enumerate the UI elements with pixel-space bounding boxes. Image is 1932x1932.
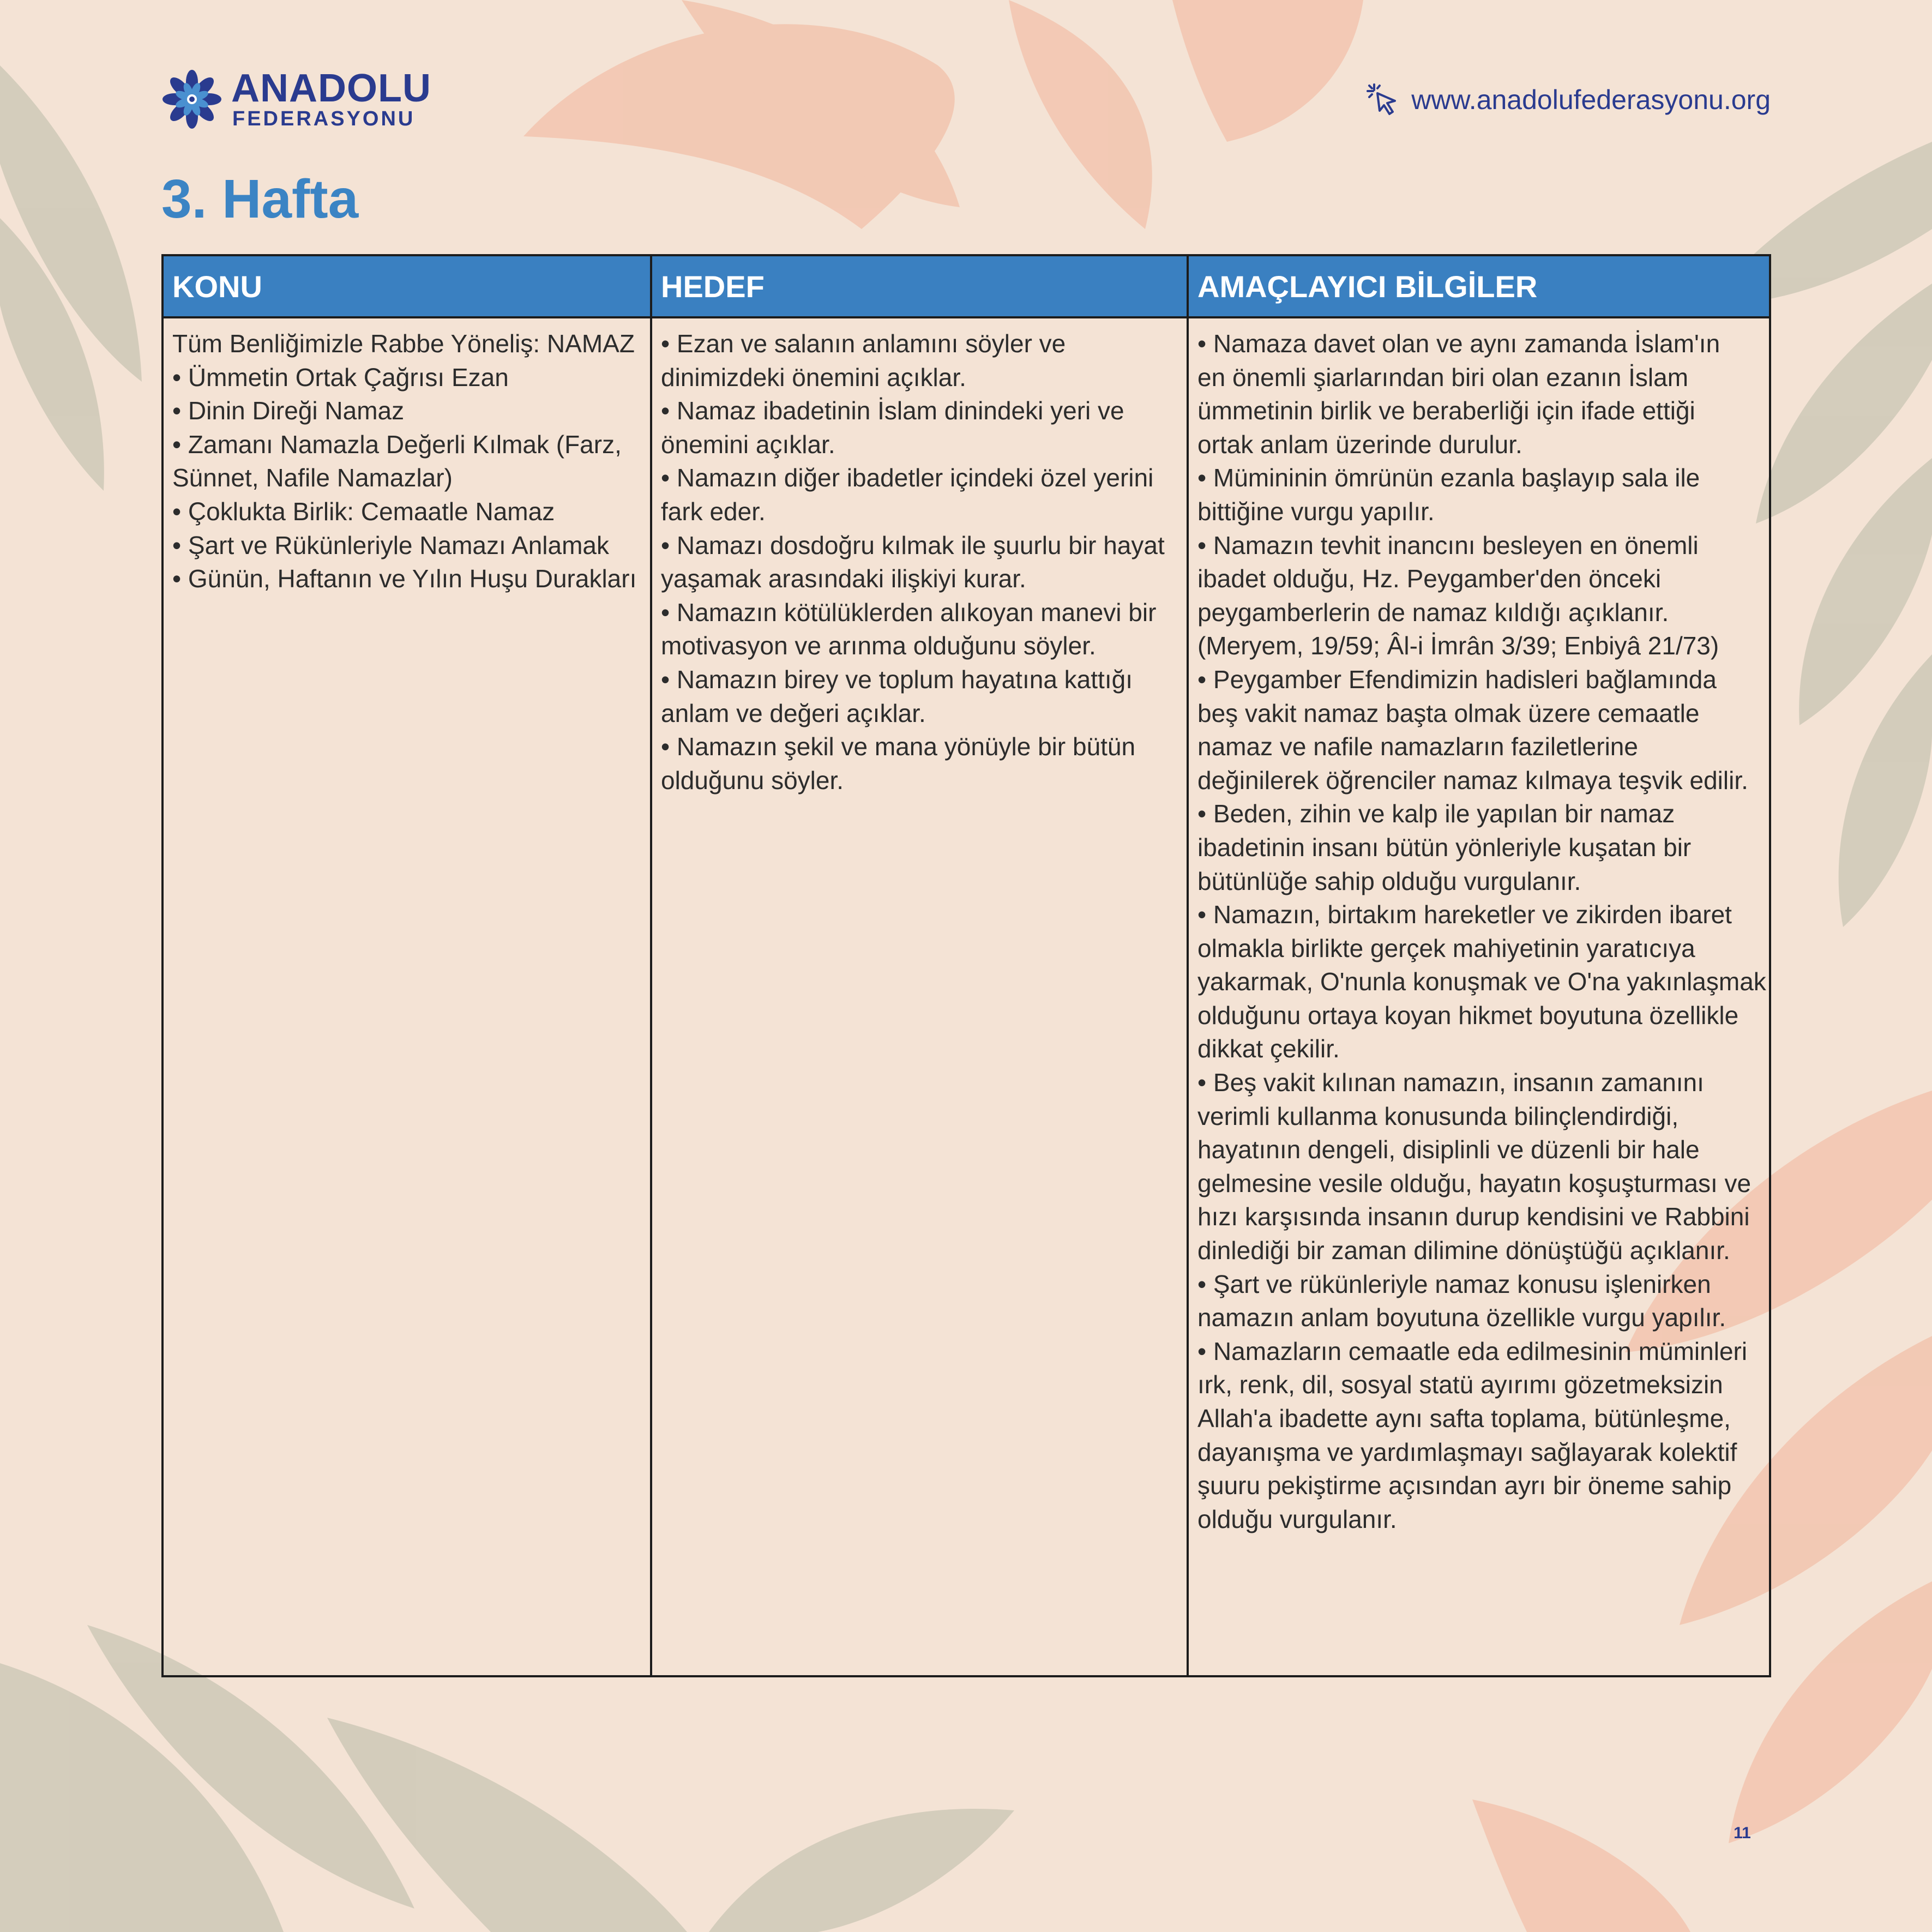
cell-text-line: • Beş vakit kılınan namazın, insanın zamanını [1197,1068,1704,1097]
cell-text-line: gelmesine vesile olduğu, hayatın koşuşturması ve [1197,1169,1752,1197]
cell-text-line: dinlediği bir zaman dilimine dönüştüğü açıklanır. [1197,1236,1730,1265]
logo-subtitle: FEDERASYONU [232,107,416,130]
cell-text-line: anlam ve değeri açıklar. [661,699,926,727]
cell-hedef [661,327,1184,797]
cell-text-line: • Şart ve Rükünleriyle Namazı Anlamak [172,531,609,559]
cell-text-line: • Ümmetin Ortak Çağrısı Ezan [172,363,509,392]
cell-text-line: • Namaz ibadetinin İslam dinindeki yeri ve [661,396,1124,425]
cell-text-line: namaz ve nafile namazların faziletlerine [1197,732,1638,761]
header-konu: KONU [172,269,262,304]
logo-title: ANADOLU [231,67,431,110]
cell-text-line: • Namazın şekil ve mana yönüyle bir bütün [661,732,1136,761]
cell-text-line: • Zamanı Namazla Değerli Kılmak (Farz, [172,430,622,459]
cell-text-line: bittiğine vurgu yapılır. [1197,497,1435,526]
website-url: www.anadolufederasyonu.org [1411,85,1771,115]
cell-text-line: dikkat çekilir. [1197,1034,1340,1063]
cell-text-line: yakarmak, O'nunla konuşmak ve O'na yakınlaşmak [1197,967,1766,996]
cell-text-line: (Meryem, 19/59; Âl-i İmrân 3/39; Enbiyâ 21/73) [1197,631,1719,660]
cell-text-line: ümmetinin birlik ve beraberliği için ifade ettiği [1197,396,1695,425]
cell-text-line: bütünlüğe sahip olduğu vurgulanır. [1197,866,1581,895]
cell-text-line: şuuru pekiştirme açısından ayrı bir öneme sahip [1197,1471,1732,1500]
cell-text-line: • Namazın diğer ibadetler içindeki özel yerini [661,464,1154,492]
cell-text-line: • Ezan ve salanın anlamını söyler ve [661,329,1066,358]
cell-text-line: fark eder. [661,497,766,526]
cell-text-line: olmakla birlikte gerçek mahiyetinin yaratıcıya [1197,934,1695,962]
column-divider [1187,256,1189,1675]
page-number: 11 [1734,1824,1751,1842]
cell-text-line: ibadetinin insanı bütün yönleriyle kuşatan bir [1197,833,1692,862]
logo-rosette-icon [161,69,222,130]
cell-text-line: hızı karşısında insanın durup kendisini ve Rabbini [1197,1202,1750,1231]
cell-text-line: • Beden, zihin ve kalp ile yapılan bir namaz [1197,799,1675,828]
cell-text-line: • Namaza davet olan ve aynı zamanda İslam'ın [1197,329,1720,358]
header-amaclayici-bilgiler: AMAÇLAYICI BİLGİLER [1197,269,1538,304]
cell-text-line: en önemli şiarlarından biri olan ezanın İslam [1197,363,1689,392]
cell-text-line: • Namazı dosdoğru kılmak ile şuurlu bir hayat [661,531,1165,559]
cell-text-line: olduğu vurgulanır. [1197,1504,1397,1533]
cell-text-line: ortak anlam üzerinde durulur. [1197,430,1522,459]
page-title: 3. Hafta [161,168,359,230]
cell-text-line: motivasyon ve arınma olduğunu söyler. [661,631,1096,660]
column-divider [650,256,652,1675]
cell-text-line: olduğunu ortaya koyan hikmet boyutuna özellikle [1197,1001,1739,1030]
cell-text-line: önemini açıklar. [661,430,835,459]
cell-text-line: Sünnet, Nafile Namazlar) [172,464,453,492]
cell-text-line: • Peygamber Efendimizin hadisleri bağlamında [1197,665,1717,694]
cursor-click-icon [1367,82,1401,117]
cell-text-line: • Günün, Haftanın ve Yılın Huşu Durakları [172,564,637,593]
cell-text-line: Allah'a ibadette aynı safta toplama, bütünleşme, [1197,1404,1731,1433]
cell-text-line: • Şart ve rükünleriyle namaz konusu işlenirken [1197,1269,1711,1298]
header-hedef: HEDEF [661,269,765,304]
table-header-row [164,256,1769,318]
cell-text-line: • Namazın birey ve toplum hayatına kattığı [661,665,1133,694]
cell-text-line: verimli kullanma konusunda bilinçlendirdiği, [1197,1102,1679,1130]
cell-text-line: ırk, renk, dil, sosyal statü ayırımı gözetmeksizin [1197,1370,1723,1399]
cell-text-line: olduğunu söyler. [661,766,844,795]
cell-text-line: dayanışma ve yardımlaşmayı sağlayarak kolektif [1197,1437,1737,1466]
curriculum-table [161,254,1771,1677]
cell-text-line: yaşamak arasındaki ilişkiyi kurar. [661,564,1026,593]
cell-text-line: • Mümininin ömrünün ezanla başlayıp sala ile [1197,464,1700,492]
cell-text-line: • Namazların cemaatle eda edilmesinin müminleri [1197,1337,1748,1365]
cell-text-line: dinimizdeki önemini açıklar. [661,363,966,392]
website-link[interactable] [1367,81,1771,119]
cell-text-line: peygamberlerin de namaz kıldığı açıklanır. [1197,598,1669,627]
cell-text-line: beş vakit namaz başta olmak üzere cemaatle [1197,699,1700,727]
cell-text-line: hayatının dengeli, disiplinli ve düzenli bir hale [1197,1135,1700,1164]
cell-text-line: • Namazın, birtakım hareketler ve zikirden ibaret [1197,900,1732,929]
cell-amaclayici-bilgiler [1197,327,1768,1536]
cell-text-line: • Namazın tevhit inancını besleyen en önemli [1197,531,1699,559]
cell-text-line: Tüm Benliğimizle Rabbe Yöneliş: NAMAZ [172,329,635,358]
brand-logo[interactable] [161,67,431,130]
cell-text-line: • Çoklukta Birlik: Cemaatle Namaz [172,497,555,526]
cell-text-line: namazın anlam boyutuna özellikle vurgu yapılır. [1197,1303,1726,1332]
cell-text-line: değinilerek öğrenciler namaz kılmaya teşvik edilir. [1197,766,1748,795]
cell-text-line: ibadet olduğu, Hz. Peygamber'den önceki [1197,564,1662,593]
cell-konu [172,327,648,596]
cell-text-line: • Namazın kötülüklerden alıkoyan manevi bir [661,598,1157,627]
cell-text-line: • Dinin Direği Namaz [172,396,405,425]
